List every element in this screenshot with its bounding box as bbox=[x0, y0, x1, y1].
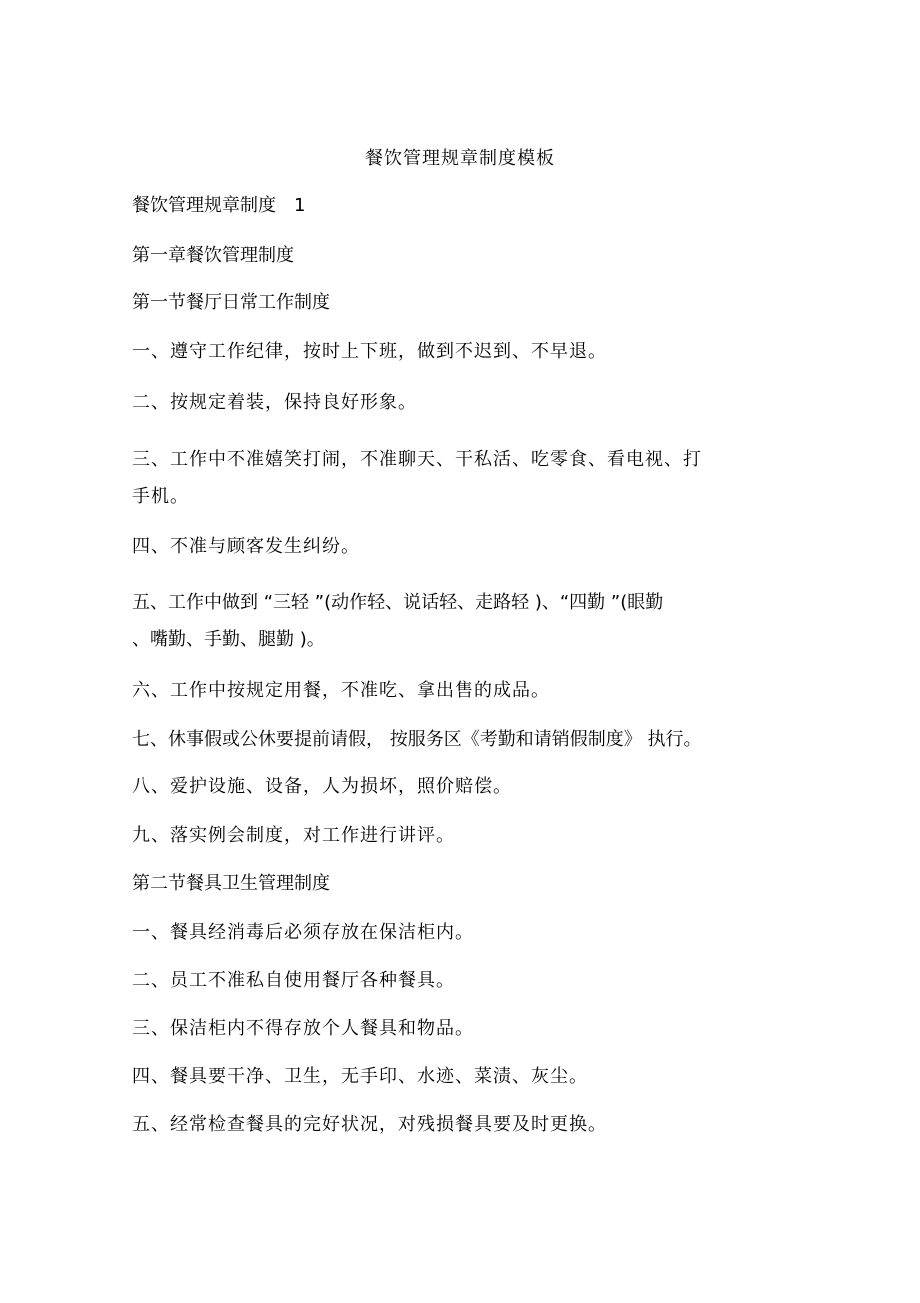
chapter-heading: 第一章餐饮管理制度 bbox=[132, 245, 294, 266]
section-heading-2: 第二节餐具卫生管理制度 bbox=[132, 873, 330, 894]
rule-item: 五、经常检查餐具的完好状况，对残损餐具要及时更换。 bbox=[132, 1114, 607, 1135]
rule-item: 五、工作中做到 “三轻 ”(动作轻、说话轻、走路轻 )、“四勤 ”(眼勤 bbox=[132, 592, 664, 613]
rule-item: 四、不准与顾客发生纠纷。 bbox=[132, 536, 360, 557]
rule-item: 一、餐具经消毒后必须存放在保洁柜内。 bbox=[132, 922, 474, 943]
rule-item: 四、餐具要干净、卫生，无手印、水迹、菜渍、灰尘。 bbox=[132, 1066, 588, 1087]
rule-item: 二、按规定着装，保持良好形象。 bbox=[132, 392, 417, 413]
rule-item: 六、工作中按规定用餐，不准吃、拿出售的成品。 bbox=[132, 680, 550, 701]
section-heading-text: 餐饮管理规章制度 bbox=[132, 195, 276, 216]
rule-item: 三、保洁柜内不得存放个人餐具和物品。 bbox=[132, 1018, 474, 1039]
rule-item: 九、落实例会制度，对工作进行讲评。 bbox=[132, 825, 455, 846]
rule-item: 三、工作中不准嬉笑打闹，不准聊天、干私活、吃零食、看电视、打 bbox=[132, 449, 702, 470]
rule-item: 七、休事假或公休要提前请假， 按服务区《考勤和请销假制度》 执行。 bbox=[132, 729, 702, 750]
section-heading-number: 1 bbox=[294, 195, 306, 216]
rule-item-continuation: 、嘴勤、手勤、腿勤 )。 bbox=[132, 629, 325, 650]
section-heading bbox=[132, 193, 305, 219]
rule-item-continuation: 手机。 bbox=[132, 486, 189, 507]
document-title: 餐饮管理规章制度模板 bbox=[365, 148, 555, 169]
rule-item: 一、遵守工作纪律，按时上下班，做到不迟到、不早退。 bbox=[132, 341, 607, 362]
section-heading-1: 第一节餐厅日常工作制度 bbox=[132, 292, 330, 313]
rule-item: 八、爱护设施、设备，人为损坏，照价赔偿。 bbox=[132, 776, 512, 797]
rule-item: 二、员工不准私自使用餐厅各种餐具。 bbox=[132, 970, 455, 991]
